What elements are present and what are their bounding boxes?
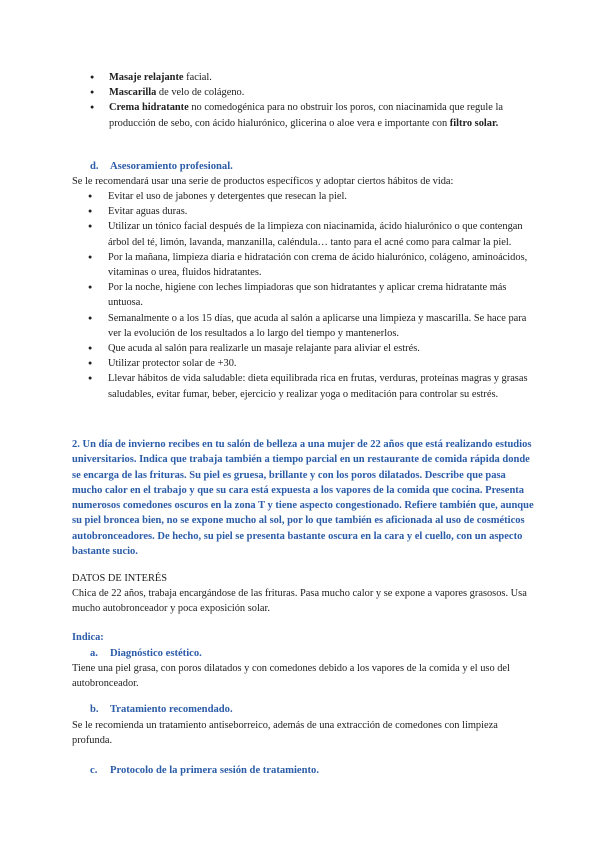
list-item: ● Por la mañana, limpieza diaria e hidratación con crema de ácido hialurónico, colágeno, aminoácidos, vitaminas o urea, fluidos hidratantes.: [88, 250, 530, 280]
section-d-intro: Se le recomendará usar una serie de productos específicos y adoptar ciertos hábitos de vida:: [72, 176, 454, 187]
section-a-text: Tiene una piel grasa, con poros dilatados y con comedones debido a los vapores de la comida y el uso del autobronceador.: [72, 663, 510, 690]
list-item: ● Masaje relajante facial.: [90, 70, 520, 85]
list-item: ● Crema hidratante no comedogénica para no obstruir los poros, con niacinamida que regule la producción de sebo, con ácido hialurónico, glicerina o aloe vera e importante con filtro solar.: [90, 100, 520, 130]
list-item: ● Llevar hábitos de vida saludable: dieta equilibrada rica en frutas, verduras, proteínas magras y grasas saludables, evitar fumar, beber, ejercicio y realizar yoga o meditación para controlar su estrés.: [88, 371, 530, 401]
list-item: ● Utilizar un tónico facial después de la limpieza con niacinamida, ácido hialurónico o que contengan árbol del té, limón, lavanda, manzanilla, caléndula… tanto para el acné como para calmar la piel.: [88, 219, 530, 249]
list-item: ● Mascarilla de velo de colágeno.: [90, 85, 520, 100]
treatment-list: [0, 70, 600, 131]
advice-list: [0, 189, 600, 402]
list-item: ● Semanalmente o a los 15 días, que acuda al salón a aplicarse una limpieza y mascarilla. Se hace para ver la evolución de los resultados a lo largo del tiempo y mantenerlos.: [88, 311, 530, 341]
list-item: ● Evitar el uso de jabones y detergentes que resecan la piel.: [88, 189, 530, 204]
datos-text: Chica de 22 años, trabaja encargándose de las frituras. Pasa mucho calor y se expone a vapores grasosos. Usa mucho autobronceador y poca exposición solar.: [72, 588, 527, 615]
section-a-heading: a. Diagnóstico estético.: [90, 648, 202, 659]
section-b-heading: b. Tratamiento recomendado.: [90, 704, 233, 715]
section-c-heading: c. Protocolo de la primera sesión de tratamiento.: [90, 765, 319, 776]
list-item: ● Utilizar protector solar de +30.: [88, 356, 530, 371]
indica-heading: Indica:: [72, 632, 104, 643]
list-item: ● Que acuda al salón para realizarle un masaje relajante para aliviar el estrés.: [88, 341, 530, 356]
list-item: ● Evitar aguas duras.: [88, 204, 530, 219]
case-statement: 2. Un día de invierno recibes en tu salón de belleza a una mujer de 22 años que está realizando estudios universitarios. Indica que trabaja también a tiempo parcial en un restaurante de comida rápida donde se encarga de las frituras. Su piel es gruesa, brillante y con los poros dilatados. Describe que pasa mucho calor en el trabajo y que su cara está expuesta a los vapores de la comida que cocina. Presenta numerosos comedones oscuros en la zona T y tiene aspecto congestionado. Refiere también que, aunque su piel broncea bien, no se expone mucho al sol, por lo que también es aficionada al uso de cosméticos autobronceadores. De hecho, su piel se presenta bastante oscura en la cara y el cuello, con un aspecto bastante sucio.: [72, 439, 534, 558]
datos-title: DATOS DE INTERÉS: [72, 573, 168, 584]
section-d-heading: d. Asesoramiento profesional.: [90, 161, 233, 172]
section-b-text: Se le recomienda un tratamiento antiseborreico, además de una extracción de comedones con limpieza profunda.: [72, 720, 498, 747]
list-item: ● Por la noche, higiene con leches limpiadoras que son hidratantes y aplicar crema hidratante más untuosa.: [88, 280, 530, 310]
